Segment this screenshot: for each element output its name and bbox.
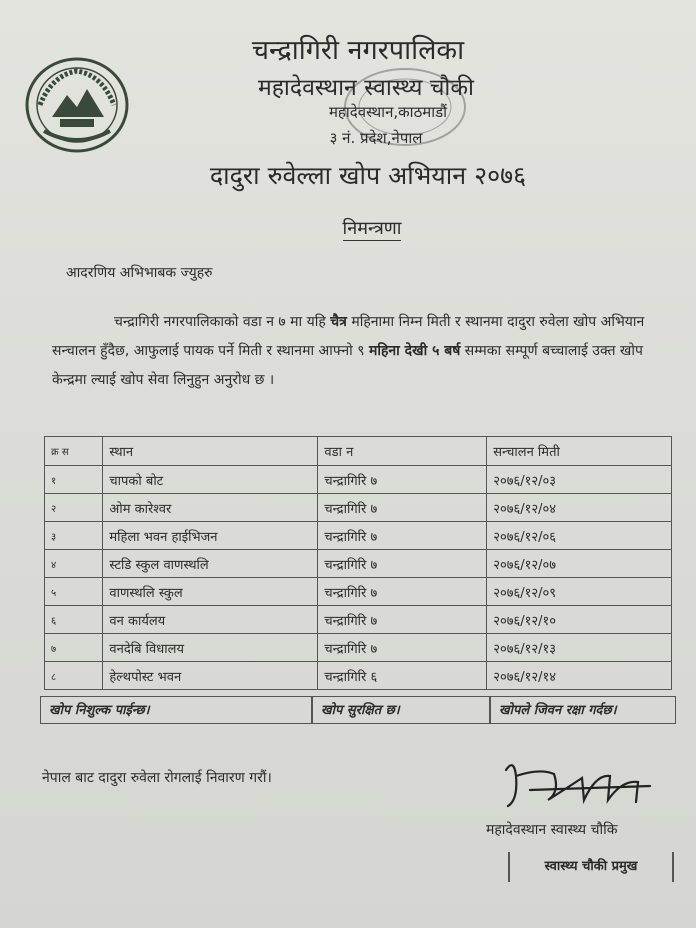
row-date: २०७६/१२/१० <box>487 606 672 634</box>
row-ward: चन्द्रागिरि ७ <box>318 606 487 634</box>
row-date: २०७६/१२/०४ <box>487 494 672 522</box>
slogan-safe: खोप सुरक्षित छ। <box>312 696 490 724</box>
row-place: हेल्थपोस्ट भवन <box>103 662 318 690</box>
row-place: महिला भवन हाईभिजन <box>103 522 318 550</box>
table-row <box>45 494 672 522</box>
municipality-name: चन्द्रागिरी नगरपालिका <box>251 35 465 66</box>
salutation: आदरणिय अभिभाबक ज्युहरु <box>66 265 213 281</box>
row-serial: ८ <box>45 662 103 690</box>
table-row <box>45 522 672 550</box>
col-ward: वडा न <box>318 437 487 466</box>
row-serial: ७ <box>45 634 103 662</box>
col-date: सन्चालन मिती <box>487 437 672 466</box>
row-serial: ४ <box>45 550 103 578</box>
table-header-row <box>45 437 672 466</box>
row-serial: ३ <box>45 522 103 550</box>
row-ward: चन्द्रागिरि ७ <box>318 634 487 662</box>
table-row <box>45 466 672 494</box>
row-ward: चन्द्रागिरि ७ <box>318 522 487 550</box>
row-date: २०७६/१२/०७ <box>487 550 672 578</box>
col-serial: क्र स <box>45 437 103 466</box>
row-ward: चन्द्रागिरि ७ <box>318 578 487 606</box>
table-row <box>45 578 672 606</box>
table-row <box>45 634 672 662</box>
row-ward: चन्द्रागिरि ७ <box>318 466 487 494</box>
table-row <box>45 606 672 634</box>
row-place: ओम कारेश्वर <box>103 494 318 522</box>
row-place: चापको बोट <box>103 466 318 494</box>
health-post-name: महादेवस्थान स्वास्थ्य चौकी <box>257 75 475 101</box>
row-date: २०७६/१२/१३ <box>487 634 672 662</box>
row-serial: २ <box>45 494 103 522</box>
slogan-free: खोप निशुल्क पाईन्छ। <box>40 696 312 724</box>
row-date: २०७६/१२/०६ <box>487 522 672 550</box>
row-place: वन कार्यलय <box>103 606 318 634</box>
row-ward: चन्द्रागिरि ७ <box>318 550 487 578</box>
col-place: स्थान <box>103 437 318 466</box>
campaign-month: चैत्र <box>330 314 347 330</box>
table-row <box>45 550 672 578</box>
slogan-row <box>40 696 676 726</box>
row-place: वनदेबि विधालय <box>103 634 318 662</box>
signatory-title-stamp: स्वास्थ्य चौकी प्रमुख <box>508 852 674 882</box>
row-place: स्टडि स्कुल वाणस्थलि <box>103 550 318 578</box>
closing-message: नेपाल बाट दादुरा रुवेला रोगलाई निवारण गरौं। <box>42 770 272 786</box>
row-serial: ५ <box>45 578 103 606</box>
handwritten-signature-icon <box>500 756 660 816</box>
target-age-range: महिना देखी ५ बर्ष <box>368 343 461 359</box>
signatory-office: महादेवस्थान स्वास्थ्य चौकि <box>486 822 618 838</box>
province-line: ३ नं. प्रदेश,नेपाल <box>329 129 423 147</box>
row-place: वाणस्थलि स्कुल <box>103 578 318 606</box>
row-ward: चन्द्रागिरि ६ <box>318 662 487 690</box>
table-row <box>45 662 672 690</box>
row-date: २०७६/१२/०३ <box>487 466 672 494</box>
slogan-life: खोपले जिवन रक्षा गर्दछ। <box>490 696 676 724</box>
row-ward: चन्द्रागिरि ७ <box>318 494 487 522</box>
health-post-location: महादेवस्थान,काठमाडौं <box>328 103 448 121</box>
row-serial: ६ <box>45 606 103 634</box>
invitation-heading: निमन्त्रणा <box>342 218 402 239</box>
row-date: २०७६/१२/०९ <box>487 578 672 606</box>
campaign-title: दादुरा रुवेल्ला खोप अभियान २०७६ <box>209 161 527 190</box>
row-serial: १ <box>45 466 103 494</box>
invitation-body: चन्द्रागिरी नगरपालिकाको वडा न ७ मा यहि चैत्र महिनामा निम्न मिती र स्थानमा दादुरा रुवेला खोप अभियान सन्चालन हुँदैछ, आफुलाई पायक पर्ने मिती र स्थानमा आफ्नो ९ महिना देखी ५ बर्ष सम्मका सम्पूर्ण बच्चालाई उक्त खोप केन्द्रमा ल्याई खोप सेवा लिनुहुन अनुरोध छ । <box>52 314 645 388</box>
row-date: २०७६/१२/१४ <box>487 662 672 690</box>
schedule-table <box>44 436 672 690</box>
